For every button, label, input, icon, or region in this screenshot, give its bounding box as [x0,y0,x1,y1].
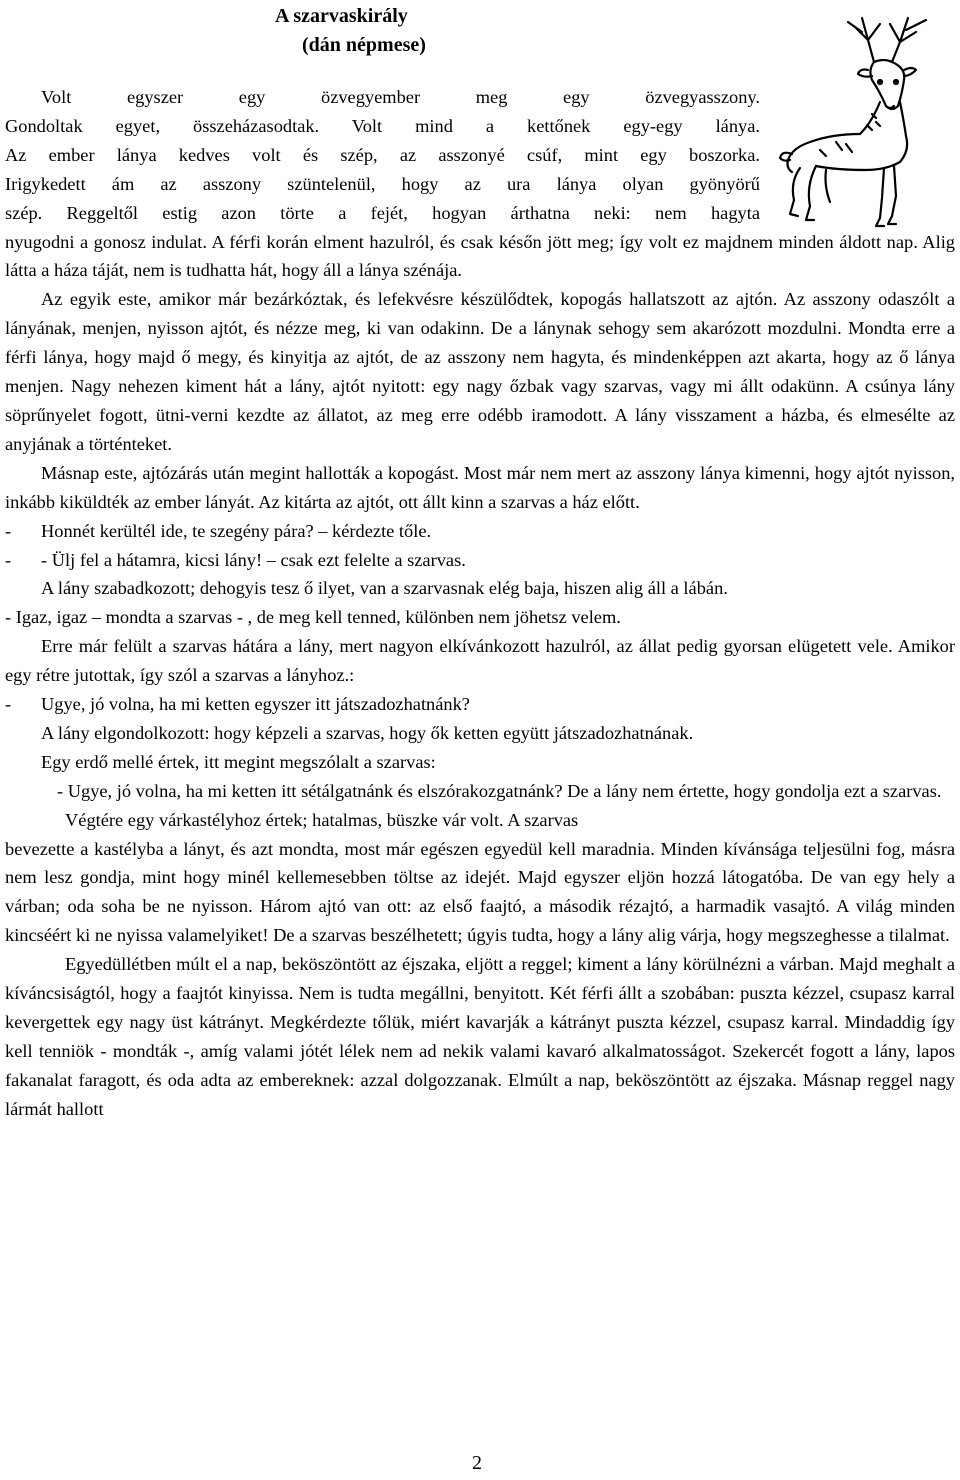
paragraph: Egy erdő mellé értek, itt megint megszólalt a szarvas: [41,751,436,772]
paragraph: nyugodni a gonosz indulat. A férfi korán elment hazulról, és csak későn jött meg; így volt ez majdnem minden áldott nap. Alig látta a háza táját, nem is tudhatta hát, hogy áll a lánya szénája. [5,231,955,281]
story-title [275,2,426,60]
dialogue-line: - - Ülj fel a hátamra, kicsi lány! – csak ezt felelte a szarvas. [5,549,466,570]
dialogue-line: - Honnét kerültél ide, te szegény pára? – kérdezte tőle. [5,520,432,541]
paragraph: Végtére egy várkastélyhoz értek; hatalmas, büszke vár volt. A szarvas [65,809,579,830]
paragraph: Egyedüllétben múlt el a nap, beköszöntött az éjszaka, eljött a reggel; kiment a lány körülnézni a várban. Majd meghalt a kíváncsiságtól, hogy a faajtót kinyissa. Nem is tudta megállni, benyitott. Két férfi állt a szobában: puszta kézzel, csupasz karral kevergettek egy nagy üst kátrányt. Megkérdezte tőlük, miért kavarják a kátrányt puszta kézzel, csupasz karral. Mindaddig így kell tenniök - mondták -, amíg valami jótét lélek nem ad nekik valami kavaró alkalmatosságot. Szekercét fogott a lány, lapos fakanalat faragott, és oda adta az embereknek: azzal dolgozzanak. Elmúlt a nap, beköszöntött az éjszaka. Másnap reggel nagy lármát hallott [5,954,955,1119]
paragraph: Gondoltak egyet, összeházasodtak. Volt mind a kettőnek egy-egy lánya. Az ember lánya kedves volt és szép, az asszonyé csúf, mint egy boszorka. Irigykedett ám az asszony szüntelenül, hogy az ura lánya olyan gyönyörű szép. Reggeltől estig azon törte a fejét, hogyan árthatna neki: nem hagyta [5,115,760,223]
title-main: A szarvaskirály [275,5,408,27]
story-text [5,83,955,1124]
page-number: 2 [472,1452,482,1474]
paragraph: Erre már felült a szarvas hátára a lány, mert nagyon elkívánkozott hazulról, az állat pedig gyorsan elügetett vele. Amikor egy rétre jutottak, így szól a szarvas a lányhoz.: [5,636,955,686]
paragraph: Az egyik este, amikor már bezárkóztak, és lefekvésre készülődtek, kopogás hallatszott az ajtón. Az asszony odaszólt a lányának, menjen, nyisson ajtót, és nézze meg, ki van odakinn. De a lánynak sehogy sem akarózott mozdulni. Mondta erre a férfi lánya, hogy majd ő megy, és kinyitja az ajtót, de az asszony nem hagyta, és mindenképpen azt akarta, hogy az ő lánya menjen. Nagy nehezen kiment hát a lány, ajtót nyitott: egy nagy őzbak vagy szarvas, vagy mi állt odakünn. A csúnya lány söprűnyelet fogott, ütni-verni kezdte az állatot, az meg erre odébb iramodott. A lány visszament a házba, és elmesélte az anyjának a történteket. [5,289,955,454]
paragraph: Másnap este, ajtózárás után megint hallották a kopogást. Most már nem mert az asszony lánya kimenni, hogy ajtót nyisson, inkább kiküldték az ember lányát. Az kitárta az ajtót, ott állt kinn a szarvas a ház előtt. [5,462,955,512]
paragraph: Volt egyszer egy özvegyember meg egy özvegyasszony. [41,87,760,107]
title-subtitle: (dán népmese) [302,34,426,56]
paragraph: A lány szabadkozott; dehogyis tesz ő ilyet, van a szarvasnak elég baja, hiszen alig áll a lábán. [41,578,728,599]
paragraph: bevezette a kastélyba a lányt, és azt mondta, most már egészen egyedül kell maradnia. Minden kívánsága teljesülni fog, másra nem lesz gondja, mint hogy minél kellemesebben töltse az idejét. Majd egyszer eljön hozzá látogatóba. De van egy hely a várban; oda soha be ne nyisson. Három ajtó van ott: az első faajtó, a második rézajtó, a harmadik vasajtó. A világ minden kincséért ki ne nyissa valamelyiket! De a szarvas beszélhetett; úgyis tudta, hogy a lány alig várja, hogy megszeghesse a tilalmat. [5,838,955,946]
dialogue-line: - Ugye, jó volna, ha mi ketten itt sétálgatnánk és elszórakozgatnánk? De a lány nem értette, hogy gondolja ezt a szarvas. [57,780,942,801]
dialogue-line: - Ugye, jó volna, ha mi ketten egyszer itt játszadozhatnánk? [5,694,470,715]
dialogue-line: - Igaz, igaz – mondta a szarvas - , de meg kell tenned, különben nem jöhetsz velem. [5,607,621,628]
paragraph: A lány elgondolkozott: hogy képzeli a szarvas, hogy ők ketten együtt játszadozhatnának. [41,722,694,743]
